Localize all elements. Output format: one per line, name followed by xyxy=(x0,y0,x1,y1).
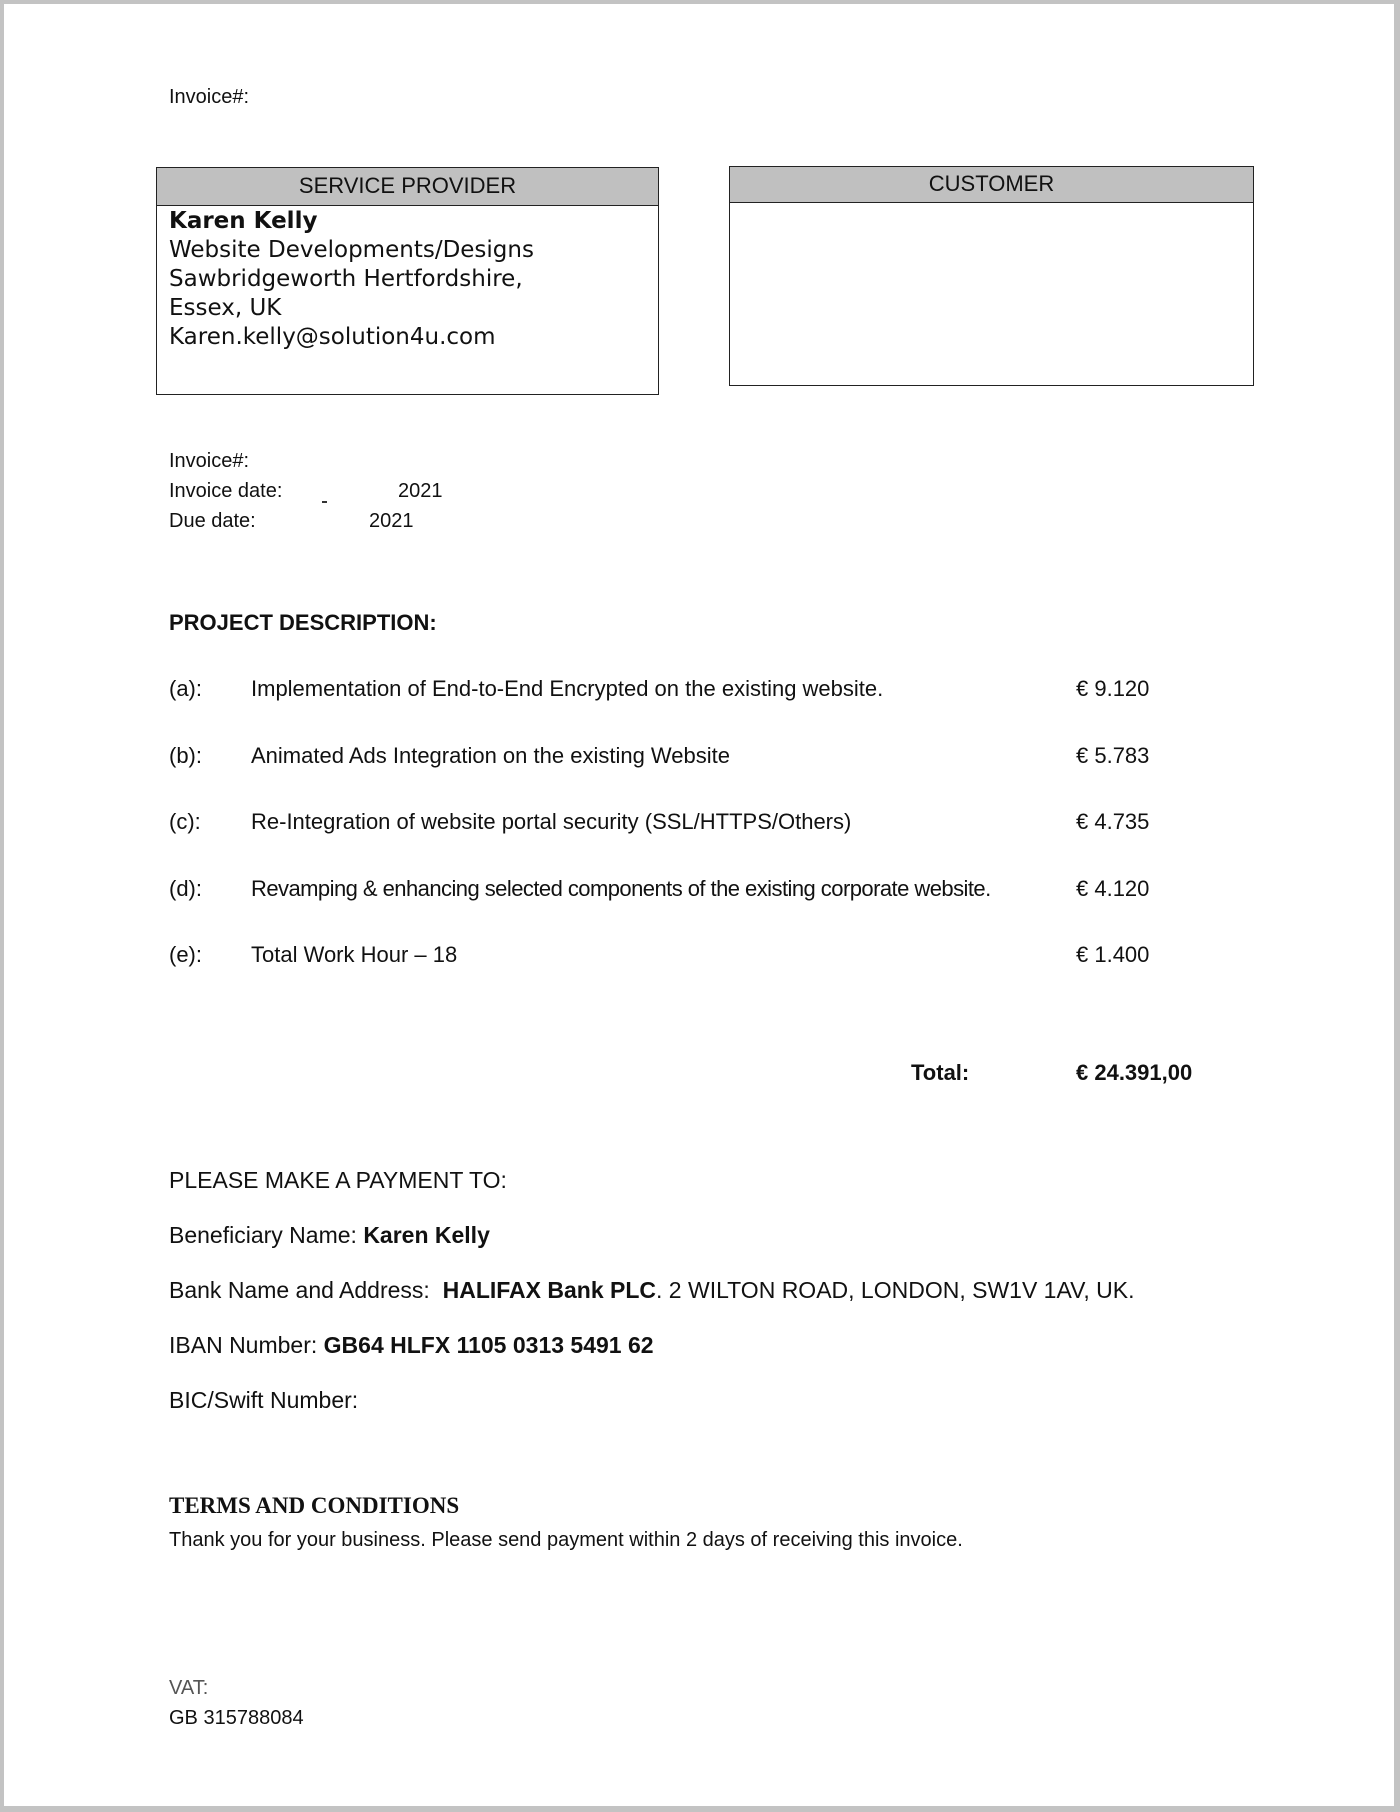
project-description-heading: PROJECT DESCRIPTION: xyxy=(169,610,437,635)
vat-number: GB 315788084 xyxy=(169,1707,304,1729)
iban-label: IBAN Number: xyxy=(169,1332,324,1358)
service-provider-details xyxy=(157,206,658,352)
provider-line: Website Developments/Designs xyxy=(169,237,534,263)
iban-line xyxy=(169,1332,654,1359)
beneficiary-line xyxy=(169,1222,490,1249)
provider-email: Karen.kelly@solution4u.com xyxy=(169,324,496,350)
line-item-label: (d): xyxy=(169,876,202,901)
line-item-amount: € 4.120 xyxy=(1076,876,1150,901)
invoice-number-label-top: Invoice#: xyxy=(169,86,250,108)
line-item-label: (b): xyxy=(169,743,202,768)
line-item-label: (e): xyxy=(169,942,202,967)
redaction-mark xyxy=(322,501,327,503)
total-value: € 24.391,00 xyxy=(1076,1060,1193,1085)
line-item-description: Total Work Hour – 18 xyxy=(251,942,458,967)
due-date-value: 2021 xyxy=(369,510,414,532)
beneficiary-label: Beneficiary Name: xyxy=(169,1222,364,1248)
invoice-date-label: Invoice date: xyxy=(169,480,283,502)
line-item xyxy=(169,942,1219,972)
service-provider-box xyxy=(156,167,659,395)
bank-address: . 2 WILTON ROAD, LONDON, SW1V 1AV, UK. xyxy=(656,1277,1135,1303)
line-item-description: Implementation of End-to-End Encrypted on the existing website. xyxy=(251,676,884,701)
iban-value: GB64 HLFX 1105 0313 5491 62 xyxy=(323,1332,654,1358)
invoice-number-label: Invoice#: xyxy=(169,450,250,472)
due-date-label: Due date: xyxy=(169,510,256,532)
line-item xyxy=(169,743,1219,773)
vat-label: VAT: xyxy=(169,1677,209,1699)
bank-name: HALIFAX Bank PLC xyxy=(442,1277,657,1303)
bank-label: Bank Name and Address: xyxy=(169,1277,443,1303)
invoice-date-value: 2021 xyxy=(398,480,443,502)
payment-heading: PLEASE MAKE A PAYMENT TO: xyxy=(169,1167,507,1193)
provider-name: Karen Kelly xyxy=(169,208,318,234)
line-item-amount: € 4.735 xyxy=(1076,809,1150,834)
bic-label: BIC/Swift Number: xyxy=(169,1387,359,1413)
line-item-label: (c): xyxy=(169,809,201,834)
line-item-amount: € 1.400 xyxy=(1076,942,1150,967)
line-item-label: (a): xyxy=(169,676,202,701)
customer-box xyxy=(729,166,1254,386)
bank-line xyxy=(169,1277,1134,1304)
line-item-amount: € 5.783 xyxy=(1076,743,1150,768)
total-label: Total: xyxy=(911,1060,970,1085)
line-item-amount: € 9.120 xyxy=(1076,676,1150,701)
terms-text: Thank you for your business. Please send payment within 2 days of receiving this invoice. xyxy=(169,1529,963,1551)
terms-heading: TERMS AND CONDITIONS xyxy=(169,1493,460,1518)
beneficiary-value: Karen Kelly xyxy=(363,1222,490,1248)
line-item-description: Revamping & enhancing selected components of the existing corporate website. xyxy=(251,876,991,901)
provider-line: Sawbridgeworth Hertfordshire, xyxy=(169,266,523,292)
provider-line: Essex, UK xyxy=(169,295,282,321)
line-item-description: Animated Ads Integration on the existing Website xyxy=(251,743,730,768)
customer-title: CUSTOMER xyxy=(730,167,1253,203)
line-item-description: Re-Integration of website portal security (SSL/HTTPS/Others) xyxy=(251,809,852,834)
line-item xyxy=(169,809,1219,839)
service-provider-title: SERVICE PROVIDER xyxy=(157,168,658,206)
line-item xyxy=(169,676,1219,706)
line-item xyxy=(169,876,1219,906)
